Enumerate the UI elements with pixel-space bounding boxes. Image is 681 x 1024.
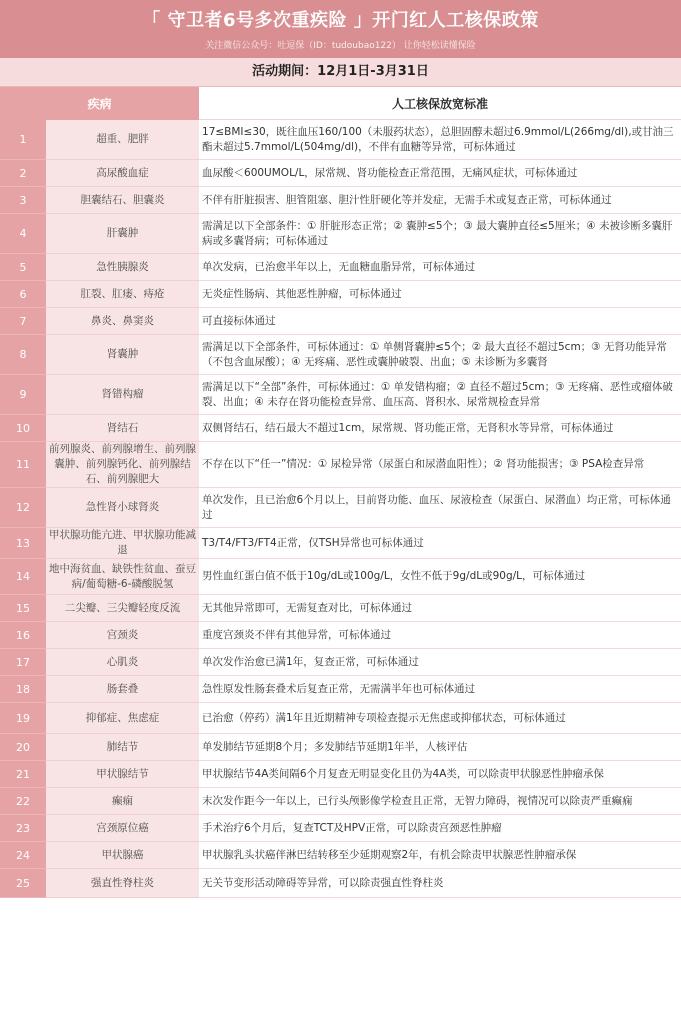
table-row xyxy=(0,214,681,254)
page-title: 「 守卫者6号多次重疾险 」开门红人工核保政策 xyxy=(142,10,539,31)
row-disease: 地中海贫血、缺铁性贫血、蚕豆病/葡萄糖-6-磷酸脱氢 xyxy=(46,559,199,595)
row-number: 19 xyxy=(0,703,46,734)
row-standard: 需满足以下全部条件：① 肝脏形态正常；② 囊肿≤5个；③ 最大囊肿直径≤5厘米；④ 未被诊断多囊肝病或多囊肾病；可标体通过 xyxy=(199,214,681,254)
row-number: 1 xyxy=(0,120,46,160)
table-row xyxy=(0,595,681,622)
row-standard: 无关节变形活动障碍等异常，可以除责强直性脊柱炎 xyxy=(199,869,681,898)
row-disease: 急性胰腺炎 xyxy=(46,254,199,281)
row-disease: 超重、肥胖 xyxy=(46,120,199,160)
row-number: 10 xyxy=(0,415,46,442)
row-standard: 不存在以下“任一”情况：① 尿检异常（尿蛋白和尿潜血阳性）；② 肾功能损害；③ PSA检查异常 xyxy=(199,442,681,488)
row-number: 13 xyxy=(0,528,46,559)
row-disease: 鼻炎、鼻窦炎 xyxy=(46,308,199,335)
row-standard: 不伴有肝脏损害、胆管阻塞、胆汁性肝硬化等并发症，无需手术或复查正常，可标体通过 xyxy=(199,187,681,214)
table-row xyxy=(0,254,681,281)
table-row xyxy=(0,788,681,815)
row-number: 14 xyxy=(0,559,46,595)
table-row xyxy=(0,842,681,869)
row-standard: 双侧肾结石，结石最大不超过1cm，尿常规、肾功能正常，无肾积水等异常，可标体通过 xyxy=(199,415,681,442)
table-row xyxy=(0,649,681,676)
row-standard: 甲状腺乳头状癌伴淋巴结转移至少延期观察2年，有机会除责甲状腺恶性肿瘤承保 xyxy=(199,842,681,869)
row-disease: 甲状腺结节 xyxy=(46,761,199,788)
row-number: 11 xyxy=(0,442,46,488)
row-number: 15 xyxy=(0,595,46,622)
row-number: 22 xyxy=(0,788,46,815)
row-standard: 需满足以下“全部”条件，可标体通过：① 单发错构瘤；② 直径不超过5cm；③ 无疼痛、恶性或瘤体破裂、出血；④ 未存在肾功能检查异常、血压高、肾积水、尿常规检查异常 xyxy=(199,375,681,415)
activity-period: 活动期间：12月1日-3月31日 xyxy=(0,58,681,87)
row-standard: 末次发作距今一年以上，已行头颅影像学检查且正常，无智力障碍，视情况可以除责严重癫痫 xyxy=(199,788,681,815)
table-row xyxy=(0,187,681,214)
row-number: 7 xyxy=(0,308,46,335)
row-standard: 甲状腺结节4A类间隔6个月复查无明显变化且仍为4A类，可以除责甲状腺恶性肿瘤承保 xyxy=(199,761,681,788)
table-row xyxy=(0,415,681,442)
row-standard: 17≤BMI≤30，既往血压160/100（未服药状态），总胆固醇未超过6.9mmol/L(266mg/dl),或甘油三酯未超过5.7mmol/L(504mg/dl)，不伴有血糖等异常，可标体通过 xyxy=(199,120,681,160)
row-number: 4 xyxy=(0,214,46,254)
row-disease: 急性肾小球肾炎 xyxy=(46,488,199,528)
row-disease: 高尿酸血症 xyxy=(46,160,199,187)
row-standard: 男性血红蛋白值不低于10g/dL或100g/L，女性不低于9g/dL或90g/L，可标体通过 xyxy=(199,559,681,595)
table-row xyxy=(0,869,681,898)
table-row xyxy=(0,734,681,761)
row-number: 12 xyxy=(0,488,46,528)
row-disease: 二尖瓣、三尖瓣轻度反流 xyxy=(46,595,199,622)
table-row xyxy=(0,375,681,415)
table-row xyxy=(0,622,681,649)
row-standard: 无其他异常即可，无需复查对比，可标体通过 xyxy=(199,595,681,622)
table-row xyxy=(0,488,681,528)
row-disease: 肺结节 xyxy=(46,734,199,761)
table-row xyxy=(0,559,681,595)
table-row xyxy=(0,335,681,375)
row-number: 17 xyxy=(0,649,46,676)
table-row xyxy=(0,120,681,160)
table-row xyxy=(0,160,681,187)
row-standard: 急性原发性肠套叠术后复查正常，无需满半年也可标体通过 xyxy=(199,676,681,703)
column-header-disease: 疾病 xyxy=(0,87,199,120)
row-number: 3 xyxy=(0,187,46,214)
row-disease: 癫痫 xyxy=(46,788,199,815)
row-standard: 已治愈（停药）满1年且近期精神专项检查提示无焦虑或抑郁状态，可标体通过 xyxy=(199,703,681,734)
row-standard: 血尿酸＜600UMOL/L，尿常规、肾功能检查正常范围，无痛风症状，可标体通过 xyxy=(199,160,681,187)
table-header-row xyxy=(0,87,681,120)
row-disease: 肠套叠 xyxy=(46,676,199,703)
table-row xyxy=(0,761,681,788)
row-number: 8 xyxy=(0,335,46,375)
table-row xyxy=(0,528,681,559)
row-number: 18 xyxy=(0,676,46,703)
table-row xyxy=(0,676,681,703)
row-standard: 单次发作，且已治愈6个月以上，目前肾功能、血压、尿液检查（尿蛋白、尿潜血）均正常，可标体通过 xyxy=(199,488,681,528)
row-disease: 胆囊结石、胆囊炎 xyxy=(46,187,199,214)
page-subtitle: 关注微信公众号：吐逗保（ID：tudoubao122） 让你轻松读懂保险 xyxy=(205,41,476,51)
row-standard: 单次发病，已治愈半年以上，无血糖血脂异常，可标体通过 xyxy=(199,254,681,281)
table-row xyxy=(0,281,681,308)
row-standard: 单次发作治愈已满1年，复查正常，可标体通过 xyxy=(199,649,681,676)
row-number: 6 xyxy=(0,281,46,308)
row-disease: 肛裂、肛瘘、痔疮 xyxy=(46,281,199,308)
row-disease: 甲状腺癌 xyxy=(46,842,199,869)
row-disease: 肝囊肿 xyxy=(46,214,199,254)
row-number: 9 xyxy=(0,375,46,415)
row-standard: 单发肺结节延期8个月；多发肺结节延期1年半，人核评估 xyxy=(199,734,681,761)
row-disease: 甲状腺功能亢进、甲状腺功能减退 xyxy=(46,528,199,559)
table-row xyxy=(0,703,681,734)
table-row xyxy=(0,815,681,842)
row-number: 16 xyxy=(0,622,46,649)
table-row xyxy=(0,308,681,335)
row-number: 25 xyxy=(0,869,46,898)
row-standard: 需满足以下全部条件，可标体通过：① 单侧肾囊肿≤5个；② 最大直径不超过5cm；③ 无肾功能异常（不包含血尿酸）；④ 无疼痛、恶性或囊肿破裂、出血；⑤ 未诊断为多囊肾 xyxy=(199,335,681,375)
row-disease: 心肌炎 xyxy=(46,649,199,676)
row-disease: 前列腺炎、前列腺增生、前列腺囊肿、前列腺钙化、前列腺结石、前列腺肥大 xyxy=(46,442,199,488)
row-number: 20 xyxy=(0,734,46,761)
row-disease: 肾囊肿 xyxy=(46,335,199,375)
row-standard: 无炎症性肠病、其他恶性肿瘤，可标体通过 xyxy=(199,281,681,308)
row-disease: 肾错构瘤 xyxy=(46,375,199,415)
row-standard: 重度宫颈炎不伴有其他异常，可标体通过 xyxy=(199,622,681,649)
row-disease: 抑郁症、焦虑症 xyxy=(46,703,199,734)
row-disease: 肾结石 xyxy=(46,415,199,442)
page-header xyxy=(0,0,681,58)
row-disease: 强直性脊柱炎 xyxy=(46,869,199,898)
row-number: 23 xyxy=(0,815,46,842)
row-number: 2 xyxy=(0,160,46,187)
row-standard: 手术治疗6个月后，复查TCT及HPV正常，可以除责宫颈恶性肿瘤 xyxy=(199,815,681,842)
table-row xyxy=(0,442,681,488)
row-standard: T3/T4/FT3/FT4正常，仅TSH异常也可标体通过 xyxy=(199,528,681,559)
row-number: 21 xyxy=(0,761,46,788)
column-header-standard: 人工核保放宽标准 xyxy=(199,87,681,120)
row-disease: 宫颈炎 xyxy=(46,622,199,649)
row-number: 5 xyxy=(0,254,46,281)
row-disease: 宫颈原位癌 xyxy=(46,815,199,842)
row-standard: 可直接标体通过 xyxy=(199,308,681,335)
row-number: 24 xyxy=(0,842,46,869)
underwriting-table xyxy=(0,87,681,898)
